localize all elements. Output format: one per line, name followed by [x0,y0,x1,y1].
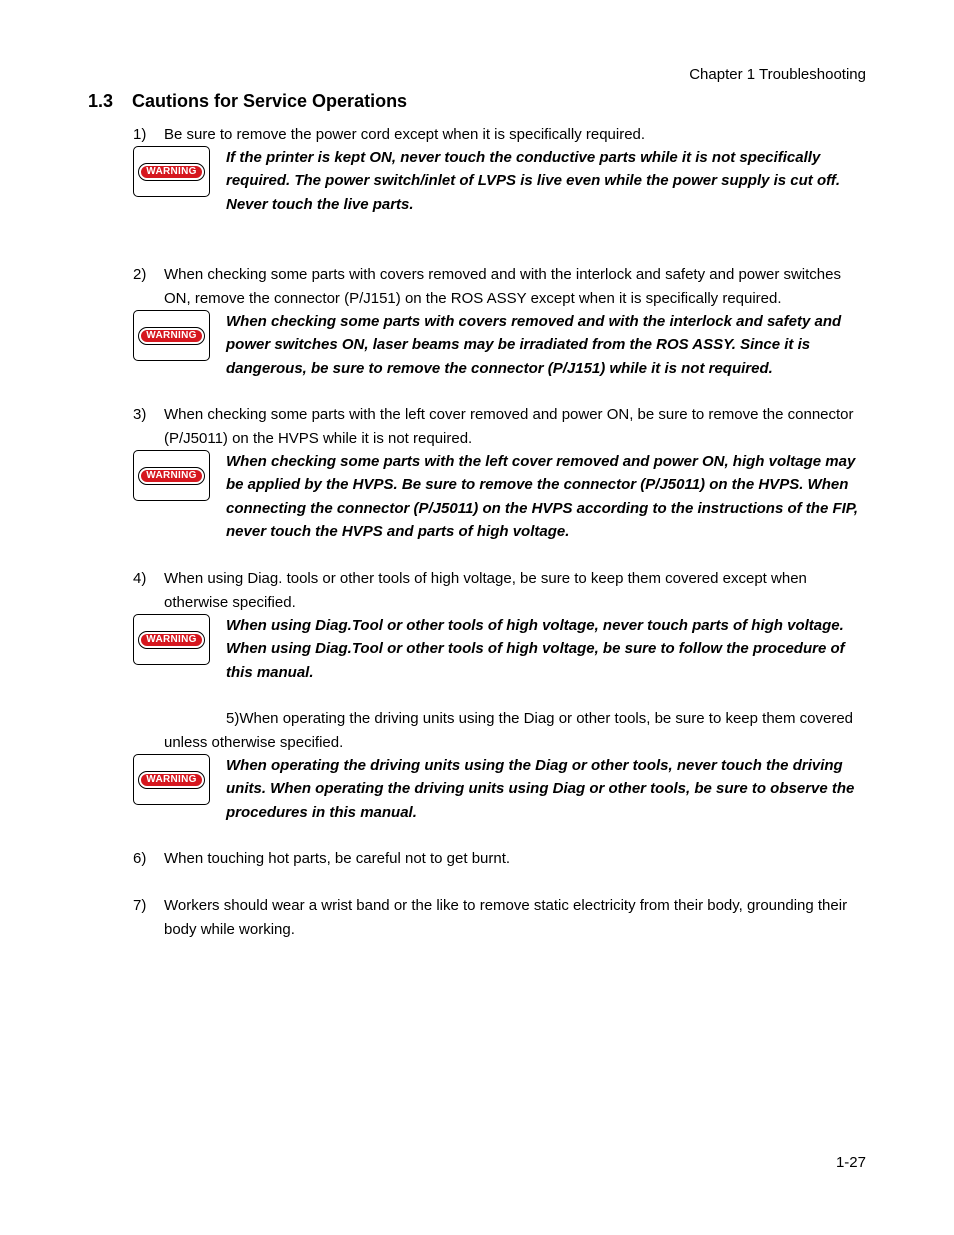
list-item [133,567,868,614]
list-item [133,894,868,941]
item-number: 3) [133,406,147,423]
list-item [133,123,868,147]
warning-label: WARNING [139,772,203,788]
section-title: Cautions for Service Operations [132,91,408,111]
warning-sign-icon [133,310,210,361]
warning-text: When operating the driving units using the Diag or other tools, never touch the driving units. When operating the driving units using Diag or other tools, be sure to observe the procedures in this manual. [226,757,855,821]
warning-text: When using Diag.Tool or other tools of high voltage, never touch parts of high voltage. When using Diag.Tool or other tools of high voltage, be sure to follow the procedure of this manual. [226,617,845,681]
warning-label: WARNING [139,328,203,344]
warning-block [133,450,873,543]
warning-sign-icon [133,146,210,197]
section-heading [88,91,407,112]
warning-block [133,146,873,216]
page-number: 1-27 [835,1154,866,1171]
warning-block [133,310,873,380]
item-text: Workers should wear a wrist band or the like to remove static electricity from their body, grounding their body while working. [164,897,848,938]
item-text: 5)When operating the driving units using the Diag or other tools, be sure to keep them covered unless otherwise specified. [164,710,854,751]
item-text: Be sure to remove the power cord except when it is specifically required. [164,126,646,143]
warning-block [133,754,873,824]
warning-sign-icon [133,450,210,501]
item-number: 7) [133,897,147,914]
item-number: 4) [133,570,147,587]
list-item [133,403,868,450]
chapter-header: Chapter 1 Troubleshooting [689,66,866,83]
warning-text: If the printer is kept ON, never touch the conductive parts while it is not specifically required. The power switch/inlet of LVPS is live even while the power supply is cut off. Never touch the live parts. [226,149,841,213]
list-item [133,263,868,310]
item-number: 2) [133,266,147,283]
warning-label: WARNING [139,164,203,180]
warning-label: WARNING [139,468,203,484]
warning-text: When checking some parts with covers removed and with the interlock and safety and power switches ON, laser beams may be irradiated from the ROS ASSY. Since it is dangerous, be sure to remove the connector (P/J151) while it is not required. [226,313,842,377]
warning-block [133,614,873,684]
item-number: 6) [133,850,147,867]
warning-text: When checking some parts with the left cover removed and power ON, high voltage may be applied by the HVPS. Be sure to remove the connector (P/J5011) on the HVPS. When connecting the connector (P/J5011) on the HVPS according to the instructions of the FIP, never touch the HVPS and parts of high voltage. [226,453,859,540]
item-text: When checking some parts with covers removed and with the interlock and safety and power switches ON, remove the connector (P/J151) on the ROS ASSY except when it is specifically required. [164,266,841,307]
item-text: When using Diag. tools or other tools of high voltage, be sure to keep them covered except when otherwise specified. [164,570,807,611]
item-text: When touching hot parts, be careful not to get burnt. [164,850,511,867]
section-number: 1.3 [88,91,114,111]
list-item [133,847,868,871]
item-number: 1) [133,126,147,143]
item-text: When checking some parts with the left cover removed and power ON, be sure to remove the connector (P/J5011) on the HVPS while it is not required. [164,406,854,447]
warning-label: WARNING [139,632,203,648]
list-item [133,707,868,754]
warning-sign-icon [133,754,210,805]
warning-sign-icon [133,614,210,665]
